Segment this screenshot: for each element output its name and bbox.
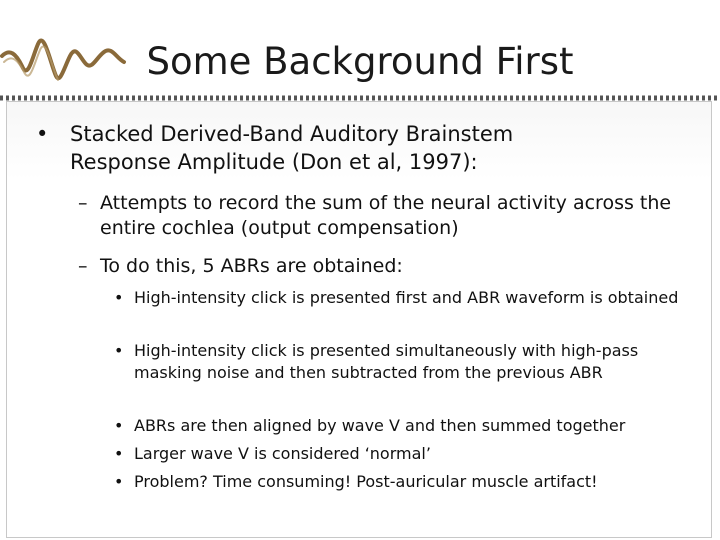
sub-sub-bullet-text: High-intensity click is presented first and ABR waveform is obtained <box>134 288 679 307</box>
sub-sub-bullet <box>114 443 694 465</box>
bullet-marker: • <box>114 444 124 463</box>
dash-marker: – <box>78 255 88 277</box>
sub-sub-bullet-text: High-intensity click is presented simultaneously with high-pass masking noise and then subtracted from the previous ABR <box>134 341 639 382</box>
dash-marker: – <box>78 192 88 214</box>
sub-sub-bullet-text: Problem? Time consuming! Post-auricular muscle artifact! <box>134 472 598 491</box>
sub-sub-bullet <box>114 471 694 493</box>
sub-sub-bullet <box>114 287 694 309</box>
slide-title: Some Background First <box>146 40 574 83</box>
bullet-marker: • <box>114 416 124 435</box>
main-bullet <box>36 120 596 176</box>
sub-bullet-text: To do this, 5 ABRs are obtained: <box>100 255 403 277</box>
bullet-marker: • <box>36 122 49 146</box>
main-bullet-text: Stacked Derived-Band Auditory Brainstem Response Amplitude (Don et al, 1997): <box>70 122 514 174</box>
sub-sub-bullet-text: Larger wave V is considered ‘normal’ <box>134 444 431 463</box>
sub-sub-bullet-text: ABRs are then aligned by wave V and then summed together <box>134 416 626 435</box>
bullet-marker: • <box>114 288 124 307</box>
bullet-marker: • <box>114 341 124 360</box>
sub-bullet <box>78 254 678 279</box>
sub-sub-bullet <box>114 340 694 383</box>
sub-bullet <box>78 191 678 241</box>
sub-bullet-text: Attempts to record the sum of the neural activity across the entire cochlea (output compensation) <box>100 192 672 239</box>
bullet-marker: • <box>114 472 124 491</box>
sub-sub-bullet <box>114 415 694 437</box>
